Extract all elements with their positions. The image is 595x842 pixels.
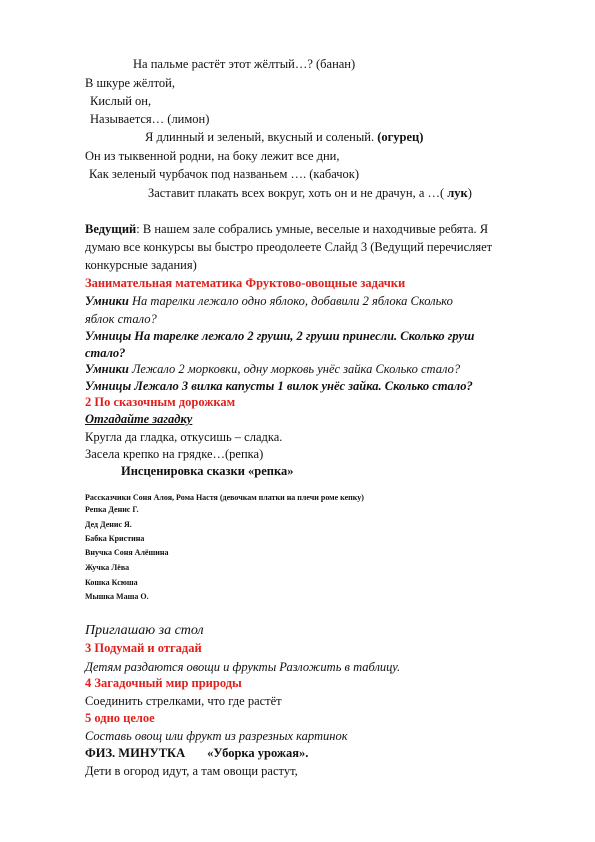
math-task-1-line-2: яблок стало? bbox=[85, 312, 157, 326]
cast-row: Репка Денис Г. bbox=[85, 505, 139, 514]
cast-row: Дед Денис Я. bbox=[85, 520, 132, 529]
cast-row: Кошка Ксюша bbox=[85, 578, 138, 587]
host-text-line-2: думаю все конкурсы вы быстро преодолеете Слайд 3 (Ведущий перечисляет bbox=[85, 240, 493, 254]
math-task-3: Умники Лежало 2 морковки, одну морковь унёс зайка Сколько стало? bbox=[85, 362, 461, 376]
riddle-lemon-line-2: Кислый он, bbox=[90, 94, 152, 108]
cast-row: Внучка Соня Алёшина bbox=[85, 548, 169, 557]
math-heading: Занимательная математика Фруктово-овощные задачки bbox=[85, 276, 406, 290]
math-task-2-line-2: стало? bbox=[85, 346, 126, 360]
riddle-lemon-line-1: В шкуре жёлтой, bbox=[85, 76, 175, 90]
riddle-title: Отгадайте загадку bbox=[85, 412, 193, 426]
riddle-cucumber: Я длинный и зеленый, вкусный и соленый. (огурец) bbox=[145, 130, 424, 144]
final-line: Дети в огород идут, а там овощи растут, bbox=[85, 764, 298, 778]
math-task-4: Умницы Лежало 3 вилка капусты 1 вилок унёс зайка. Сколько стало? bbox=[85, 379, 473, 393]
fairy-heading: 2 По сказочным дорожкам bbox=[85, 395, 236, 409]
staging-title: Инсценировка сказки «репка» bbox=[121, 464, 294, 478]
host-text-line-1: Ведущий: В нашем зале собрались умные, веселые и находчивые ребята. Я bbox=[85, 222, 489, 236]
invite-heading: Приглашаю за стол bbox=[85, 623, 204, 638]
host-text-line-3: конкурсные задания) bbox=[85, 258, 197, 272]
narrators: Рассказчики Соня Алоя, Рома Настя (девочкам платки на плечи роме кепку) bbox=[85, 493, 364, 502]
task-3-text: Детям раздаются овощи и фрукты Разложить в таблицу. bbox=[85, 660, 401, 674]
cast-row: Жучка Лёва bbox=[85, 563, 130, 572]
turnip-riddle-line-1: Кругла да гладка, откусишь – сладка. bbox=[85, 430, 283, 444]
math-task-1-line-1: Умники На тарелки лежало одно яблоко, добавили 2 яблока Сколько bbox=[85, 294, 453, 308]
turnip-riddle-line-2: Засела крепко на грядке…(репка) bbox=[85, 447, 264, 461]
riddle-zucchini-line-2: Как зеленый чурбачок под названьем …. (кабачок) bbox=[89, 167, 360, 181]
task-4-text: Соединить стрелками, что где растёт bbox=[85, 694, 282, 708]
task-3-heading: 3 Подумай и отгадай bbox=[85, 641, 202, 655]
phys-minute: ФИЗ. МИНУТКА «Уборка урожая». bbox=[85, 746, 309, 760]
cast-row: Бабка Кристина bbox=[85, 534, 145, 543]
riddle-banana: На пальме растёт этот жёлтый…? (банан) bbox=[133, 57, 356, 71]
riddle-zucchini-line-1: Он из тыквенной родни, на боку лежит все дни, bbox=[85, 149, 340, 163]
task-5-text: Составь овощ или фрукт из разрезных картинок bbox=[85, 729, 348, 743]
task-5-heading: 5 одно целое bbox=[85, 711, 155, 725]
cast-row: Мышка Маша О. bbox=[85, 592, 149, 601]
riddle-lemon-line-3: Называется… (лимон) bbox=[90, 112, 210, 126]
task-4-heading: 4 Загадочный мир природы bbox=[85, 676, 242, 690]
math-task-2-line-1: Умницы На тарелке лежало 2 груши, 2 груши принесли. Сколько груш bbox=[85, 329, 475, 343]
riddle-onion: Заставит плакать всех вокруг, хоть он и не драчун, а …( лук) bbox=[148, 186, 472, 200]
